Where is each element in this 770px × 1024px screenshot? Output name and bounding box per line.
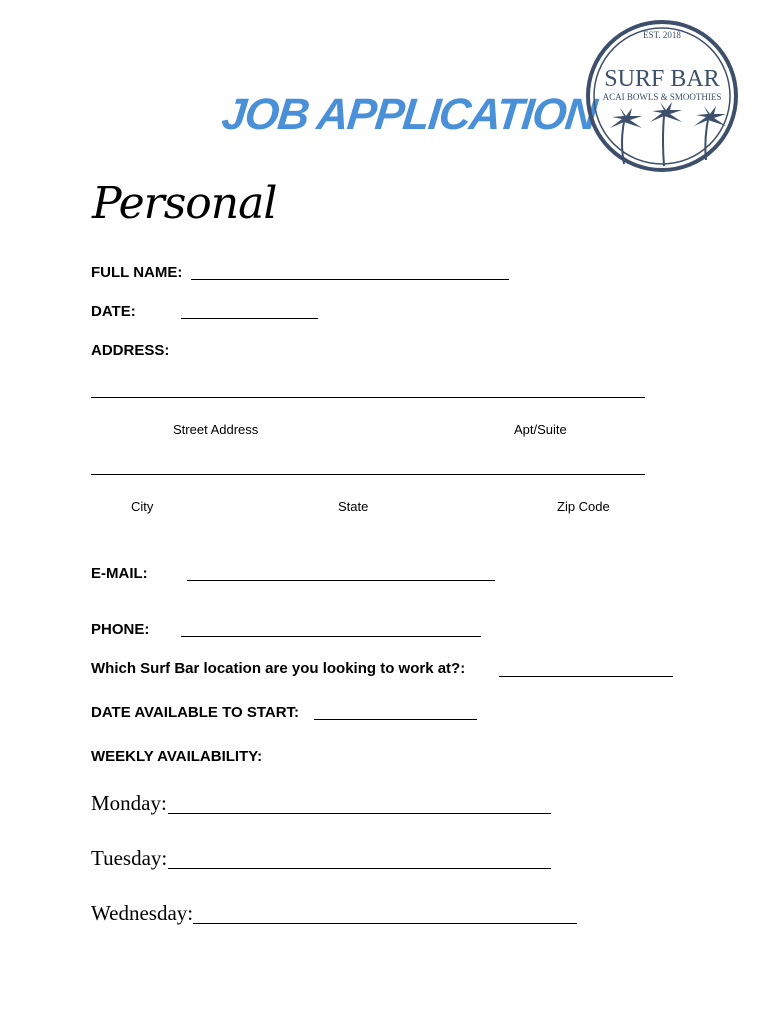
state-caption: State xyxy=(338,499,369,514)
address-label: ADDRESS: xyxy=(91,342,170,359)
monday-label: Monday: xyxy=(91,791,167,815)
phone-line[interactable] xyxy=(181,636,481,637)
date-label: DATE: xyxy=(91,303,136,320)
tuesday-label: Tuesday: xyxy=(91,846,168,870)
email-label: E-MAIL: xyxy=(91,565,148,582)
svg-text:ACAI BOWLS & SMOOTHIES: ACAI BOWLS & SMOOTHIES xyxy=(602,92,722,102)
city-state-zip-line[interactable] xyxy=(91,474,645,475)
apt-suite-caption: Apt/Suite xyxy=(514,422,567,437)
date-available-label: DATE AVAILABLE TO START: xyxy=(91,704,300,721)
street-address-caption: Street Address xyxy=(173,422,259,437)
tuesday-line[interactable] xyxy=(168,868,551,869)
city-caption: City xyxy=(131,499,154,514)
full-name-line[interactable] xyxy=(191,279,509,280)
weekly-availability-label: WEEKLY AVAILABILITY: xyxy=(91,748,263,765)
surf-bar-logo xyxy=(584,14,740,178)
zip-code-caption: Zip Code xyxy=(557,499,610,514)
wednesday-label: Wednesday: xyxy=(91,901,194,925)
date-available-line[interactable] xyxy=(314,719,477,720)
full-name-label: FULL NAME: xyxy=(91,264,183,281)
email-line[interactable] xyxy=(187,580,495,581)
page-title: JOB APPLICATION xyxy=(219,90,599,139)
svg-text:EST. 2018: EST. 2018 xyxy=(643,30,681,40)
street-address-line[interactable] xyxy=(91,397,645,398)
location-line[interactable] xyxy=(499,676,673,677)
phone-label: PHONE: xyxy=(91,621,150,638)
monday-line[interactable] xyxy=(168,813,551,814)
svg-text:SURF BAR: SURF BAR xyxy=(604,66,720,92)
section-title: Personal xyxy=(92,178,277,229)
wednesday-line[interactable] xyxy=(193,923,577,924)
date-line[interactable] xyxy=(181,318,318,319)
location-question-label: Which Surf Bar location are you looking to work at?: xyxy=(91,660,466,677)
